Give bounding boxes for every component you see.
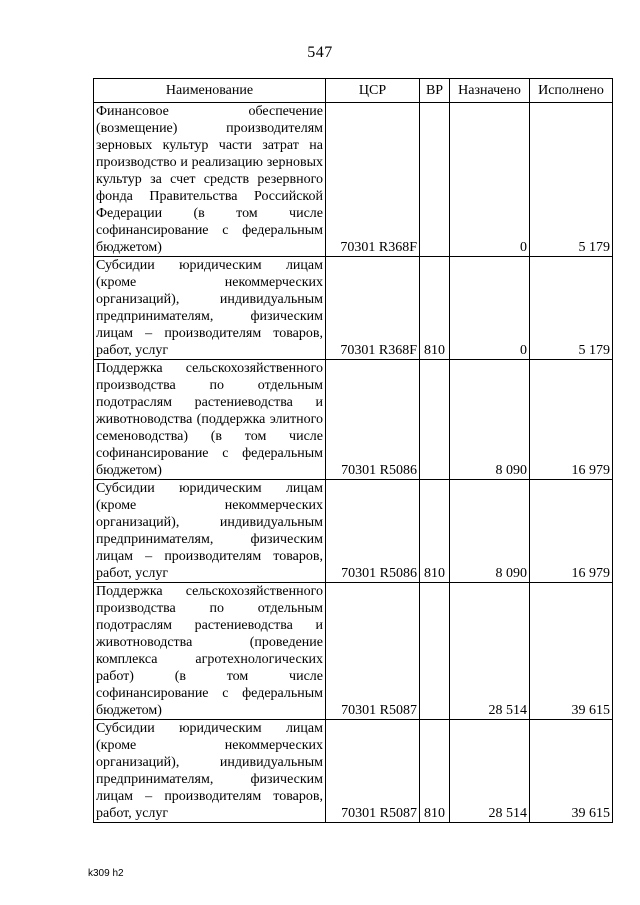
row-assigned: 0 xyxy=(450,257,530,360)
table-header-row xyxy=(94,79,613,103)
row-vr: 810 xyxy=(420,480,450,583)
row-name: Субсидии юридическим лицам (кроме некоммерческих организаций), индивидуальным предпринимателям, физическим лицам – производителям товаров, работ, услуг xyxy=(94,257,326,360)
table-row xyxy=(94,103,613,257)
row-name: Финансовое обеспечение (возмещение) производителям зерновых культур части затрат на производство и реализацию зерновых культур за счет средств резервного фонда Правительства Российской Федерации (в том числе софинансирование с федеральным бюджетом) xyxy=(94,103,326,257)
table-row xyxy=(94,583,613,720)
row-assigned: 28 514 xyxy=(450,720,530,823)
row-code: 70301 R5086 xyxy=(326,360,420,480)
row-code: 70301 R5086 xyxy=(326,480,420,583)
row-assigned: 28 514 xyxy=(450,583,530,720)
row-executed: 5 179 xyxy=(530,257,613,360)
row-assigned: 8 090 xyxy=(450,480,530,583)
row-name: Субсидии юридическим лицам (кроме некоммерческих организаций), индивидуальным предпринимателям, физическим лицам – производителям товаров, работ, услуг xyxy=(94,480,326,583)
row-name: Субсидии юридическим лицам (кроме некоммерческих организаций), индивидуальным предпринимателям, физическим лицам – производителям товаров, работ, услуг xyxy=(94,720,326,823)
row-name: Поддержка сельскохозяйственного производства по отдельным подотраслям растениеводства и животноводства (проведение комплекса агротехнологических работ) (в том числе софинансирование с федеральным бюджетом) xyxy=(94,583,326,720)
header-assigned: Назначено xyxy=(450,79,530,103)
row-code: 70301 R368F xyxy=(326,257,420,360)
row-assigned: 0 xyxy=(450,103,530,257)
header-vr: ВР xyxy=(420,79,450,103)
row-vr xyxy=(420,583,450,720)
table-row xyxy=(94,360,613,480)
row-code: 70301 R5087 xyxy=(326,720,420,823)
row-vr xyxy=(420,103,450,257)
header-executed: Исполнено xyxy=(530,79,613,103)
row-executed: 39 615 xyxy=(530,583,613,720)
table-row xyxy=(94,720,613,823)
row-vr xyxy=(420,360,450,480)
page-number: 547 xyxy=(307,44,333,61)
row-name: Поддержка сельскохозяйственного производства по отдельным подотраслям растениеводства и животноводства (поддержка элитного семеноводства) (в том числе софинансирование с федеральным бюджетом) xyxy=(94,360,326,480)
row-code: 70301 R5087 xyxy=(326,583,420,720)
row-assigned: 8 090 xyxy=(450,360,530,480)
table-row xyxy=(94,480,613,583)
row-vr: 810 xyxy=(420,720,450,823)
row-executed: 16 979 xyxy=(530,360,613,480)
row-executed: 39 615 xyxy=(530,720,613,823)
header-code: ЦСР xyxy=(326,79,420,103)
row-executed: 16 979 xyxy=(530,480,613,583)
budget-table xyxy=(93,78,613,823)
row-executed: 5 179 xyxy=(530,103,613,257)
row-vr: 810 xyxy=(420,257,450,360)
table-row xyxy=(94,257,613,360)
header-name: Наименование xyxy=(94,79,326,103)
row-code: 70301 R368F xyxy=(326,103,420,257)
footer-code: k309 h2 xyxy=(88,868,124,879)
